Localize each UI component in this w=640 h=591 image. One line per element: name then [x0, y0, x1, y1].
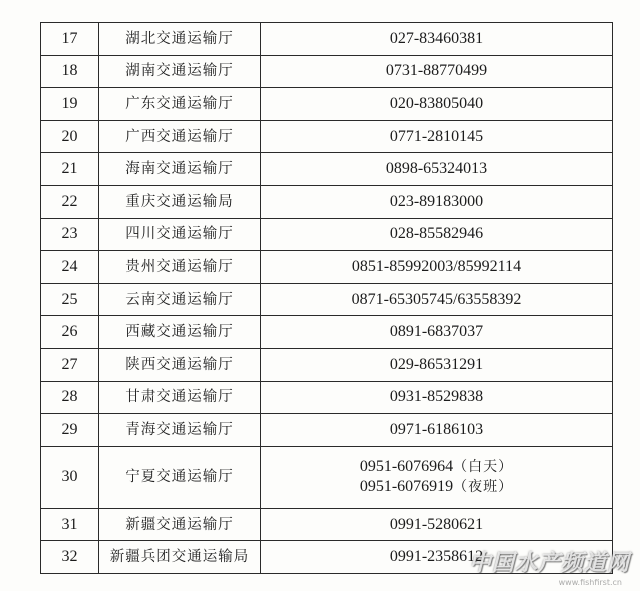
table-row [41, 218, 613, 251]
phone-note: （白天） [453, 459, 514, 476]
department-name: 四川交通运输厅 [99, 218, 261, 251]
phone-number: 0951-6076964 [359, 458, 454, 476]
phone-number: 0991-2358612 [261, 541, 613, 574]
table-row [41, 55, 613, 88]
table-row [41, 23, 613, 56]
department-name: 甘肃交通运输厅 [99, 381, 261, 414]
department-name: 湖南交通运输厅 [99, 55, 261, 88]
department-name: 云南交通运输厅 [99, 283, 261, 316]
row-number: 22 [41, 185, 99, 218]
phone-number: 027-83460381 [261, 23, 613, 56]
row-number: 18 [41, 55, 99, 88]
table-row [41, 446, 613, 508]
department-name: 海南交通运输厅 [99, 153, 261, 186]
phone-number: 0991-5280621 [261, 508, 613, 541]
phone-line-day [261, 457, 612, 477]
table-body [41, 23, 613, 574]
phone-number: 0931-8529838 [261, 381, 613, 414]
department-name: 湖北交通运输厅 [99, 23, 261, 56]
row-number: 28 [41, 381, 99, 414]
department-name: 广西交通运输厅 [99, 120, 261, 153]
phone-line-night [261, 477, 612, 497]
row-number: 26 [41, 316, 99, 349]
department-name: 新疆交通运输厅 [99, 508, 261, 541]
phone-number: 0731-88770499 [261, 55, 613, 88]
table-row [41, 283, 613, 316]
phone-number: 0871-65305745/63558392 [261, 283, 613, 316]
contact-table [40, 22, 613, 574]
phone-number: 0891-6837037 [261, 316, 613, 349]
phone-number: 0971-6186103 [261, 414, 613, 447]
table-row [41, 381, 613, 414]
row-number: 32 [41, 541, 99, 574]
phone-note: （夜班） [453, 479, 514, 496]
row-number: 27 [41, 348, 99, 381]
row-number: 24 [41, 251, 99, 284]
table-row [41, 316, 613, 349]
table-row [41, 251, 613, 284]
phone-number: 0851-85992003/85992114 [261, 251, 613, 284]
table-row [41, 185, 613, 218]
department-name: 西藏交通运输厅 [99, 316, 261, 349]
phone-cell [261, 446, 613, 508]
table-row [41, 120, 613, 153]
department-name: 贵州交通运输厅 [99, 251, 261, 284]
department-name: 广东交通运输厅 [99, 88, 261, 121]
row-number: 17 [41, 23, 99, 56]
phone-number: 029-86531291 [261, 348, 613, 381]
phone-number: 028-85582946 [261, 218, 613, 251]
row-number: 31 [41, 508, 99, 541]
table-row [41, 88, 613, 121]
department-name: 宁夏交通运输厅 [99, 446, 261, 508]
phone-number: 0951-6076919 [359, 478, 454, 496]
phone-number: 0898-65324013 [261, 153, 613, 186]
table-row [41, 508, 613, 541]
table-row [41, 348, 613, 381]
table-row [41, 414, 613, 447]
row-number: 23 [41, 218, 99, 251]
phone-number: 0771-2810145 [261, 120, 613, 153]
table-row [41, 153, 613, 186]
row-number: 25 [41, 283, 99, 316]
department-name: 陕西交通运输厅 [99, 348, 261, 381]
phone-number: 023-89183000 [261, 185, 613, 218]
department-name: 重庆交通运输局 [99, 185, 261, 218]
department-name: 新疆兵团交通运输局 [99, 541, 261, 574]
row-number: 20 [41, 120, 99, 153]
row-number: 29 [41, 414, 99, 447]
watermark-url: www.fishfirst.cn [558, 578, 622, 587]
row-number: 30 [41, 446, 99, 508]
row-number: 21 [41, 153, 99, 186]
watermark-logo: 中国水产频道网 [468, 551, 630, 576]
department-name: 青海交通运输厅 [99, 414, 261, 447]
row-number: 19 [41, 88, 99, 121]
phone-number: 020-83805040 [261, 88, 613, 121]
